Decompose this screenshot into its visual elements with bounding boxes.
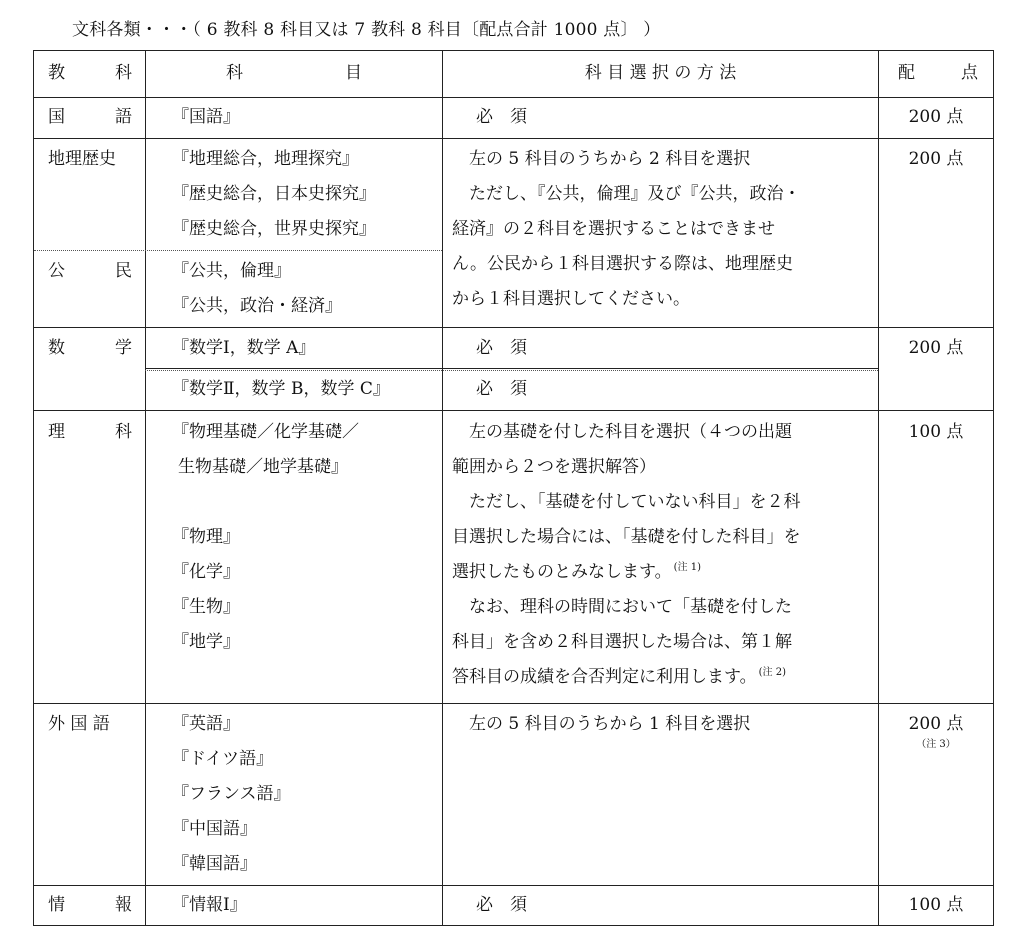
column-divider: [145, 51, 146, 925]
course-chiri-1: 『地理総合，地理探究』: [172, 149, 359, 169]
method-rika-2: 範囲から２つを選択解答）: [452, 457, 656, 477]
subject-rika: [48, 415, 132, 450]
row-divider: [34, 138, 993, 139]
course-sugaku-1: 『数学Ⅰ，数学 A』: [172, 338, 316, 358]
method-rika-5: [452, 555, 701, 592]
row-divider-dotted: [145, 370, 878, 371]
course-gaikokugo-2: 『ドイツ語』: [172, 749, 274, 769]
course-joho: 『情報Ⅰ』: [172, 895, 247, 915]
course-chiri-3: 『歴史総合，世界史探究』: [172, 219, 376, 239]
method-social-3: 経済』の２科目を選択することはできませ: [452, 219, 775, 239]
header-method: 科 目 選 択 の 方 法: [584, 63, 737, 83]
points-rika: 100 点: [908, 422, 964, 442]
points-social: 200 点: [908, 149, 964, 169]
method-sugaku-1: 必 須: [476, 338, 527, 358]
method-social-5: から１科目選択してください。: [452, 289, 690, 309]
header-subject: [48, 56, 132, 91]
course-chiri-2: 『歴史総合，日本史探究』: [172, 184, 376, 204]
method-rika-1: 左の基礎を付した科目を選択（４つの出題: [452, 422, 792, 442]
course-gaikokugo-4: 『中国語』: [172, 819, 257, 839]
method-social-1: 左の 5 科目のうちから 2 科目を選択: [452, 149, 751, 169]
subject-joho: [48, 888, 132, 923]
points-joho: 100 点: [908, 895, 964, 915]
course-sugaku-2: 『数学Ⅱ，数学 B，数学 C』: [172, 379, 390, 399]
method-rika-4: 目選択した場合には、「基礎を付した科目」を: [452, 527, 801, 547]
column-divider: [442, 51, 443, 925]
row-divider-dotted: [34, 250, 442, 251]
method-joho: 必 須: [476, 895, 527, 915]
course-gaikokugo-3: 『フランス語』: [172, 784, 291, 804]
subject-kokugo-a: 国: [48, 107, 65, 127]
method-kokugo: 必 須: [476, 107, 527, 127]
row-divider: [34, 97, 993, 98]
course-komin-1: 『公共，倫理』: [172, 261, 291, 281]
subjects-table: [33, 50, 994, 926]
method-social-2: ただし、『公共，倫理』及び『公共，政治・: [452, 184, 801, 204]
subject-rika-b: 科: [115, 422, 132, 442]
points-sugaku: 200 点: [908, 338, 964, 358]
subject-rika-a: 理: [48, 422, 65, 442]
method-gaikokugo: 左の 5 科目のうちから 1 科目を選択: [452, 714, 751, 734]
method-social-4: ん。公民から１科目選択する際は、地理歴史: [452, 254, 794, 274]
row-divider: [34, 327, 993, 328]
header-points-b: 点: [961, 63, 978, 83]
subject-sugaku-a: 数: [48, 338, 65, 358]
method-rika-3: ただし、「基礎を付していない科目」を２科: [452, 492, 801, 512]
header-course-b: 目: [345, 63, 362, 83]
method-rika-6: なお、理科の時間において「基礎を付した: [452, 597, 792, 617]
course-rika-1: 『物理』: [172, 527, 240, 547]
method-rika-8-text: 答科目の成績を合否判定に利用します。: [452, 667, 757, 687]
note-3: （注 3）: [916, 739, 956, 750]
method-rika-5-text: 選択したものとみなします。: [452, 562, 672, 582]
method-sugaku-2: 必 須: [476, 379, 527, 399]
subject-komin: [48, 254, 132, 289]
header-course-a: 科: [226, 63, 243, 83]
header-course: [226, 56, 362, 91]
subject-komin-b: 民: [115, 261, 132, 281]
row-divider: [34, 410, 993, 411]
course-kokugo: 『国語』: [172, 107, 240, 127]
header-subject-b: 科: [115, 63, 132, 83]
row-divider: [34, 703, 993, 704]
note-1: (注 1): [673, 562, 701, 573]
method-rika-7: 科目」を含め２科目選択した場合は、第１解: [452, 632, 792, 652]
course-rika-top-2: 生物基礎／地学基礎』: [178, 457, 348, 477]
points-kokugo: 200 点: [908, 107, 964, 127]
row-divider: [34, 885, 993, 886]
row-divider: [145, 368, 878, 369]
subject-joho-b: 報: [115, 895, 132, 915]
subject-kokugo-b: 語: [115, 107, 132, 127]
header-points-a: 配: [898, 63, 915, 83]
note-2: (注 2): [758, 667, 786, 678]
subject-kokugo: [48, 100, 132, 135]
course-gaikokugo-1: 『英語』: [172, 714, 240, 734]
subject-joho-a: 情: [48, 895, 65, 915]
subject-gaikokugo: 外 国 語: [48, 714, 110, 734]
course-rika-top-1: 『物理基礎／化学基礎／: [172, 422, 359, 442]
course-rika-4: 『地学』: [172, 632, 240, 652]
header-points: [898, 56, 978, 91]
method-rika-8: [452, 660, 786, 697]
page-title: 文科各類・・・（ 6 教科 8 科目又は 7 教科 8 科目〔配点合計 1000 点〕 ）: [72, 20, 661, 40]
course-rika-3: 『生物』: [172, 597, 240, 617]
course-rika-2: 『化学』: [172, 562, 240, 582]
course-komin-2: 『公共，政治・経済』: [172, 296, 342, 316]
header-subject-a: 教: [48, 63, 65, 83]
column-divider: [878, 51, 879, 925]
subject-komin-a: 公: [48, 261, 65, 281]
course-gaikokugo-5: 『韓国語』: [172, 854, 257, 874]
subject-chiri: 地理歴史: [48, 149, 116, 169]
points-gaikokugo: 200 点: [908, 714, 964, 734]
subject-sugaku-b: 学: [115, 338, 132, 358]
subject-sugaku: [48, 331, 132, 366]
